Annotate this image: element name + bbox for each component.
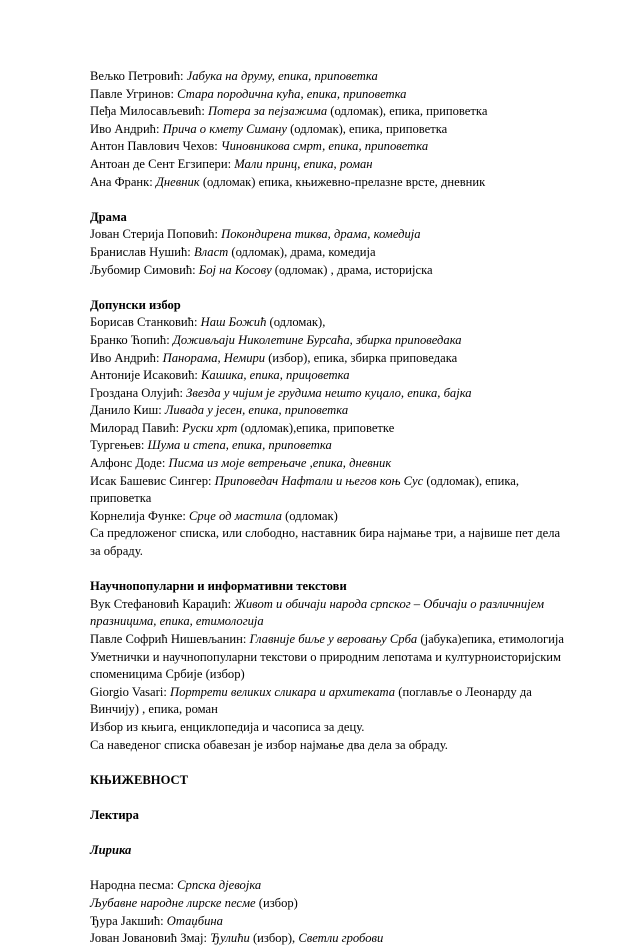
list-item: Тургењев: Шума и степа, епика, приповетка [90,438,332,453]
drama-section [90,209,590,279]
list-item: Ђура Јакшић: Отаџбина [90,913,223,928]
list-item-continuation: споменицима Србије (избор) [90,667,245,682]
section-heading: Драма [90,209,127,224]
list-item-continuation: Винчију) , епика, роман [90,702,218,717]
list-item: Вељко Петровић: Јабука на друму, епика, приповетка [90,69,378,83]
list-item: Пеђа Милосављевић: Потера за пејзажима (одломак), епика, приповетка [90,104,488,119]
list-item: Алфонс Доде: Писма из моје ветрењаче ,епика, дневник [90,456,392,471]
list-item: Народна песма: Српска дјевојка [90,878,262,893]
spacer [90,191,590,209]
spacer [90,561,590,579]
instruction-text: за обраду. [90,544,143,559]
list-item: Иво Андрић: Панорама, Немири (избор), епика, збирка приповедака [90,350,458,365]
spacer [90,279,590,297]
genre-heading: Лирика [90,843,132,858]
list-item: Бранко Ћопић: Доживљаји Николетине Бурсаћа, збирка приповедака [90,332,462,347]
spacer [90,825,590,843]
spacer [90,754,590,772]
additional-selection-section [90,297,590,561]
list-item: Избор из књига, енциклопедија и часописа за децу. [90,719,365,734]
list-item: Исак Башевис Сингер: Приповедач Нафтали и његов коњ Сус (одломак), епика, [90,473,520,488]
section-heading: КЊИЖЕВНОСТ [90,772,189,787]
spacer [90,860,590,878]
list-item: Вук Стефановић Караџић: Живот и обичаји народа српског – Обичаји о различнијем [90,596,545,611]
list-item: Данило Киш: Ливада у јесен, епика, приповетка [90,403,349,418]
instruction-text: Са предложеног списка, или слободно, наставник бира најмање три, а највише пет дела [90,526,561,541]
list-item: Корнелија Функе: Срце од мастила (одломак) [90,508,338,523]
list-item: Бранислав Нушић: Власт (одломак), драма, комедија [90,244,376,259]
list-item: Иво Андрић: Прича о кмету Симану (одломак), епика, приповетка [90,121,448,136]
list-item: Павле Софрић Нишевљанин: Главније биље у веровању Срба (јабука)епика, етимологија [90,632,564,646]
list-item: Љубавне народне лирске песме (избор) [90,895,298,910]
list-item: Антон Павлович Чехов: Чиновникова смрт, епика, приповетка [90,139,429,154]
section-heading: Научнопопуларни и информативни текстови [90,579,347,594]
list-item: Giorgio Vasari: Портрети великих сликара и архитеката (поглавље о Леонарду да [90,684,532,699]
list-item: Антоан де Сент Егзипери: Мали принц, епика, роман [90,156,373,171]
list-item: Јован Стерија Поповић: Покондирена тиква, драма, комедија [90,227,421,242]
list-item: Љубомир Симовић: Бој на Косову (одломак) , драма, историјска [90,262,433,277]
list-item: Павле Угринов: Стара породична кућа, епика, приповетка [90,86,407,101]
spacer [90,789,590,807]
list-item: Борисав Станковић: Наш Божић (одломак), [90,315,326,330]
list-item: Гроздана Олујић: Звезда у чијим је грудима нешто куцало, епика, бајка [90,385,472,400]
reading-list-epics [90,68,590,191]
list-item: Јован Јовановић Змај: Ђулићи (избор), Светли гробови [90,931,384,946]
section-heading: Допунски избор [90,297,181,312]
instruction-text: Са наведеног списка обавезан је избор најмање два дела за обраду. [90,737,448,752]
list-item: Антоније Исаковић: Кашика, епика, прицоветка [90,368,350,383]
list-item-continuation: празницима, епика, етимологија [90,614,264,629]
literature-section [90,772,590,948]
list-item-continuation: приповетка [90,491,152,506]
subsection-heading: Лектира [90,807,139,822]
popular-science-section [90,578,590,754]
list-item: Милорад Павић: Руски хрт (одломак),епика, приповетке [90,420,395,435]
document-page [90,68,590,948]
list-item: Ана Франк: Дневник (одломак) епика, књижевно-прелазне врсте, дневник [90,174,486,189]
list-item: Уметнички и научнопопуларни текстови о природним лепотама и културноисторијским [90,649,562,664]
